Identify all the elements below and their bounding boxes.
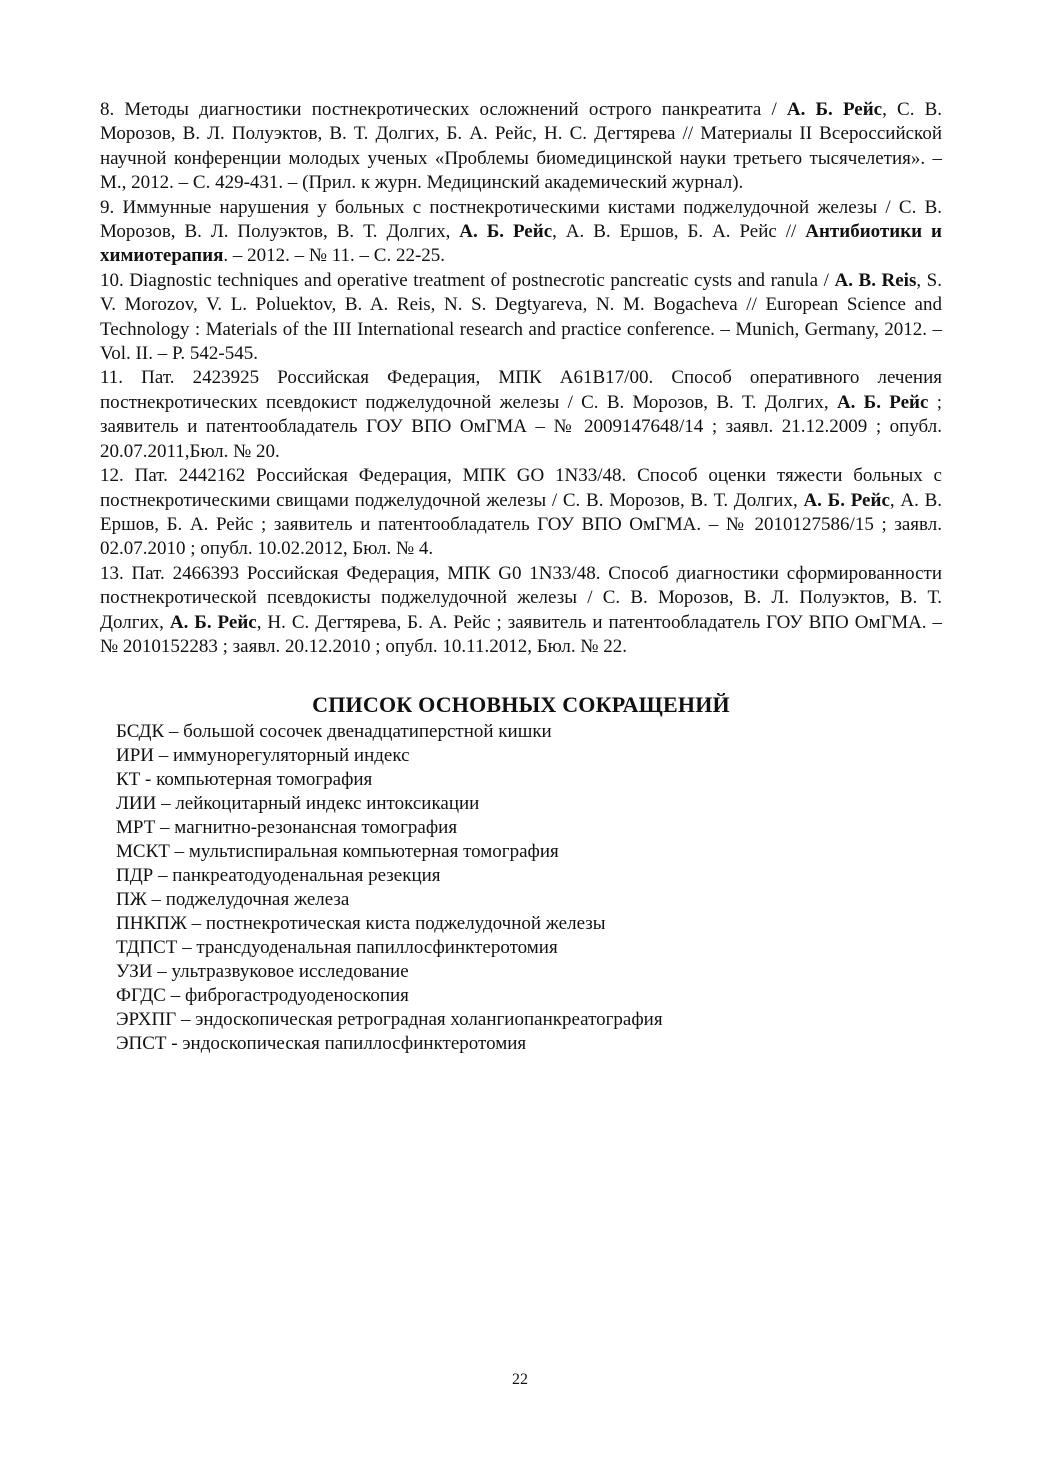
abbreviation-item: ПДР – панкреатодуоденальная резекция <box>116 865 441 887</box>
abbreviations-heading: СПИСОК ОСНОВНЫХ СОКРАЩЕНИЙ <box>312 692 730 718</box>
author-highlight: А. Б. Рейс <box>786 99 883 120</box>
abbreviation-item: ЭПСТ - эндоскопическая папиллосфинктеротомия <box>116 1033 527 1055</box>
author-highlight: А. Б. Рейс <box>836 391 929 413</box>
abbreviation-item: ПЖ – поджелудочная железа <box>116 889 350 911</box>
abbreviation-item: ФГДС – фиброгастродуоденоскопия <box>116 985 409 1007</box>
author-highlight: А. Б. Рейс <box>169 611 257 633</box>
reference-item <box>100 269 942 367</box>
reference-text: 10. Diagnostic techniques and operative treatment of postnecrotic pancreatic cysts and ranula / <box>100 269 835 291</box>
reference-text: , S. V. Morozov, V. L. Poluektov, B. A. Reis, N. S. Degtyareva, N. M. Bogacheva // European Science and Technology : Materials of the III International research and practice conference. – Munich, Germany, 2012. – Vol. II. – P. 542-545. <box>100 269 942 365</box>
abbreviations-list <box>100 720 942 1056</box>
abbreviation-item: ПНКПЖ – постнекротическая киста поджелудочной железы <box>116 913 606 935</box>
abbreviation-item: БСДК – большой сосочек двенадцатиперстной кишки <box>116 721 552 743</box>
reference-text: 11. Пат. 2423925 Российская Федерация, МПК А61В17/00. Способ оперативного лечения постнекротических псевдокист поджелудочной железы / С. В. Морозов, В. Т. Долгих, <box>100 367 942 413</box>
abbreviation-item: ЛИИ – лейкоцитарный индекс интоксикации <box>116 793 480 815</box>
reference-text: ; заявитель и патентообладатель ГОУ ВПО ОмГМА – № 2009147648/14 ; заявл. 21.12.2009 ; опубл. 20.07.2011,Бюл. № 20. <box>100 391 943 462</box>
abbreviation-item: ИРИ – иммунорегуляторный индекс <box>116 745 410 767</box>
abbreviation-item: МСКТ – мультиспиральная компьютерная томография <box>116 841 559 863</box>
reference-text: . – 2012. – № 11. – С. 22-25. <box>223 245 446 267</box>
abbreviation-item: ЭРХПГ – эндоскопическая ретроградная холангиопанкреатография <box>116 1009 663 1031</box>
journal-title: Антибиотики и химиотерапия <box>100 221 942 267</box>
reference-item <box>100 98 942 196</box>
reference-item <box>100 366 942 464</box>
reference-text: 9. Иммунные нарушения у больных с постнекротическими кистами поджелудочной железы / С. В. Морозов, В. Л. Полуэктов, В. Т. Долгих, <box>100 196 942 243</box>
document-page <box>100 98 942 1056</box>
author-highlight: А. Б. Рейс <box>803 489 890 511</box>
author-highlight: A. B. Reis <box>834 269 917 291</box>
reference-item <box>100 196 942 269</box>
abbreviation-item: МРТ – магнитно-резонансная томография <box>116 817 458 839</box>
reference-text: , А. В. Ершов, Б. А. Рейс // <box>552 221 806 243</box>
abbreviation-item: ТДПСТ – трансдуоденальная папиллосфинктеротомия <box>116 937 558 959</box>
reference-text: 13. Пат. 2466393 Российская Федерация, МПК G0 1N33/48. Способ диагностики сформированности постнекротической псевдокисты поджелудочной железы / С. В. Морозов, В. Л. Полуэктов, В. Т. Долгих, <box>100 562 942 633</box>
abbreviation-item: УЗИ – ультразвуковое исследование <box>116 961 409 983</box>
reference-list <box>100 98 942 659</box>
reference-item <box>100 562 942 660</box>
reference-item <box>100 464 942 562</box>
abbreviation-item: КТ - компьютерная томография <box>116 769 373 791</box>
reference-text: , Н. С. Дегтярева, Б. А. Рейс ; заявитель и патентообладатель ГОУ ВПО ОмГМА. – № 2010152283 ; заявл. 20.12.2010 ; опубл. 10.11.2012, Бюл. № 22. <box>100 611 943 657</box>
reference-text: , С. В. Морозов, В. Л. Полуэктов, В. Т. Долгих, Б. А. Рейс, Н. С. Дегтярева // Материалы II Всероссийской научной конференции молодых ученых «Проблемы биомедицинской науки третьего тысячелетия». – М., 2012. – С. 429-431. – (Прил. к журн. Медицинский академический журнал). <box>100 99 943 194</box>
reference-text: 12. Пат. 2442162 Российская Федерация, МПК GO 1N33/48. Способ оценки тяжести больных с постнекротическими свищами поджелудочной железы / С. В. Морозов, В. Т. Долгих, <box>100 465 942 511</box>
page-number: 22 <box>512 1371 528 1388</box>
reference-text: , А. В. Ершов, Б. А. Рейс ; заявитель и патентообладатель ГОУ ВПО ОмГМА. – № 2010127586/15 ; заявл. 02.07.2010 ; опубл. 10.02.2012, Бюл. № 4. <box>100 489 943 560</box>
reference-text: 8. Методы диагностики постнекротических осложнений острого панкреатита / <box>100 99 787 120</box>
author-highlight: А. Б. Рейс <box>459 221 553 243</box>
